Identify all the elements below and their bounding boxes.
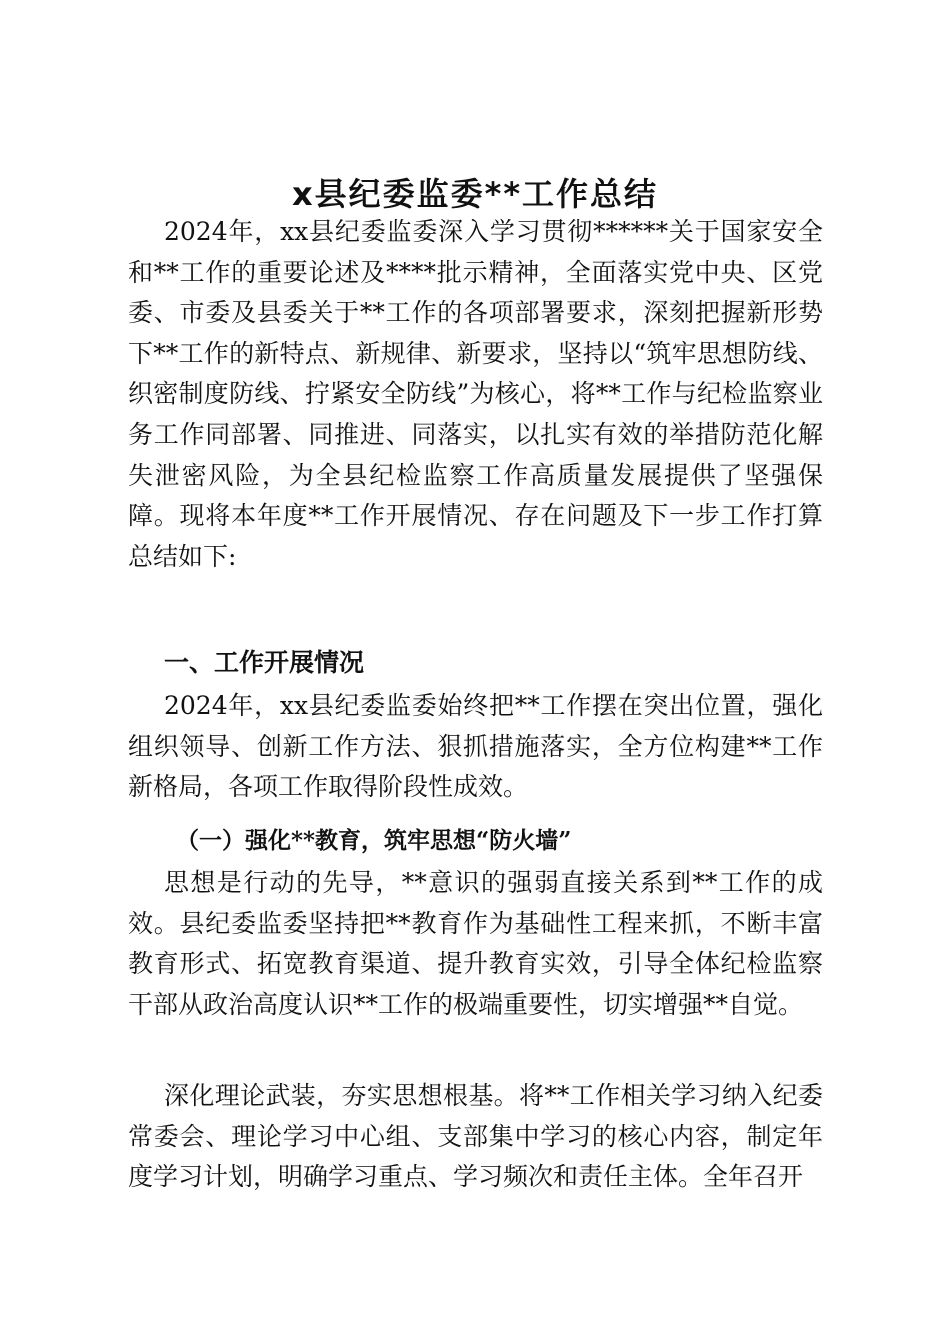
- subsection-paragraph: 思想是行动的先导，**意识的强弱直接关系到**工作的成效。县纪委监委坚持把**教育作为基础性工程来抓，不断丰富教育形式、拓宽教育渠道、提升教育实效，引导全体纪检监察干部从政治高度认识**工作的极端重要性，切实增强**自觉。: [128, 868, 823, 1019]
- section-paragraph: 2024年，xx县纪委监委始终把**工作摆在突出位置，强化组织领导、创新工作方法、狠抓措施落实，全方位构建**工作新格局，各项工作取得阶段性成效。: [128, 691, 823, 802]
- intro-paragraph: 2024年，xx县纪委监委深入学习贯彻******关于国家安全和**工作的重要论述及****批示精神，全面落实党中央、区党委、市委及县委关于**工作的各项部署要求，深刻把握新形势下**工作的新特点、新规律、新要求，坚持以“筑牢思想防线、织密制度防线、拧紧安全防线”为核心，将**工作与纪检监察业务工作同部署、同推进、同落实，以扎实有效的举措防范化解失泄密风险，为全县纪检监察工作高质量发展提供了坚强保障。现将本年度**工作开展情况、存在问题及下一步工作打算总结如下:: [128, 217, 823, 571]
- detail-paragraph: 深化理论武装，夯实思想根基。将**工作相关学习纳入纪委常委会、理论学习中心组、支部集中学习的核心内容，制定年度学习计划，明确学习重点、学习频次和责任主体。全年召开: [128, 1081, 823, 1192]
- document-title: x县纪委监委**工作总结: [291, 175, 659, 213]
- subsection-heading: （一）强化**教育，筑牢思想“防火墙”: [176, 827, 572, 854]
- section-heading: 一、工作开展情况: [164, 648, 365, 677]
